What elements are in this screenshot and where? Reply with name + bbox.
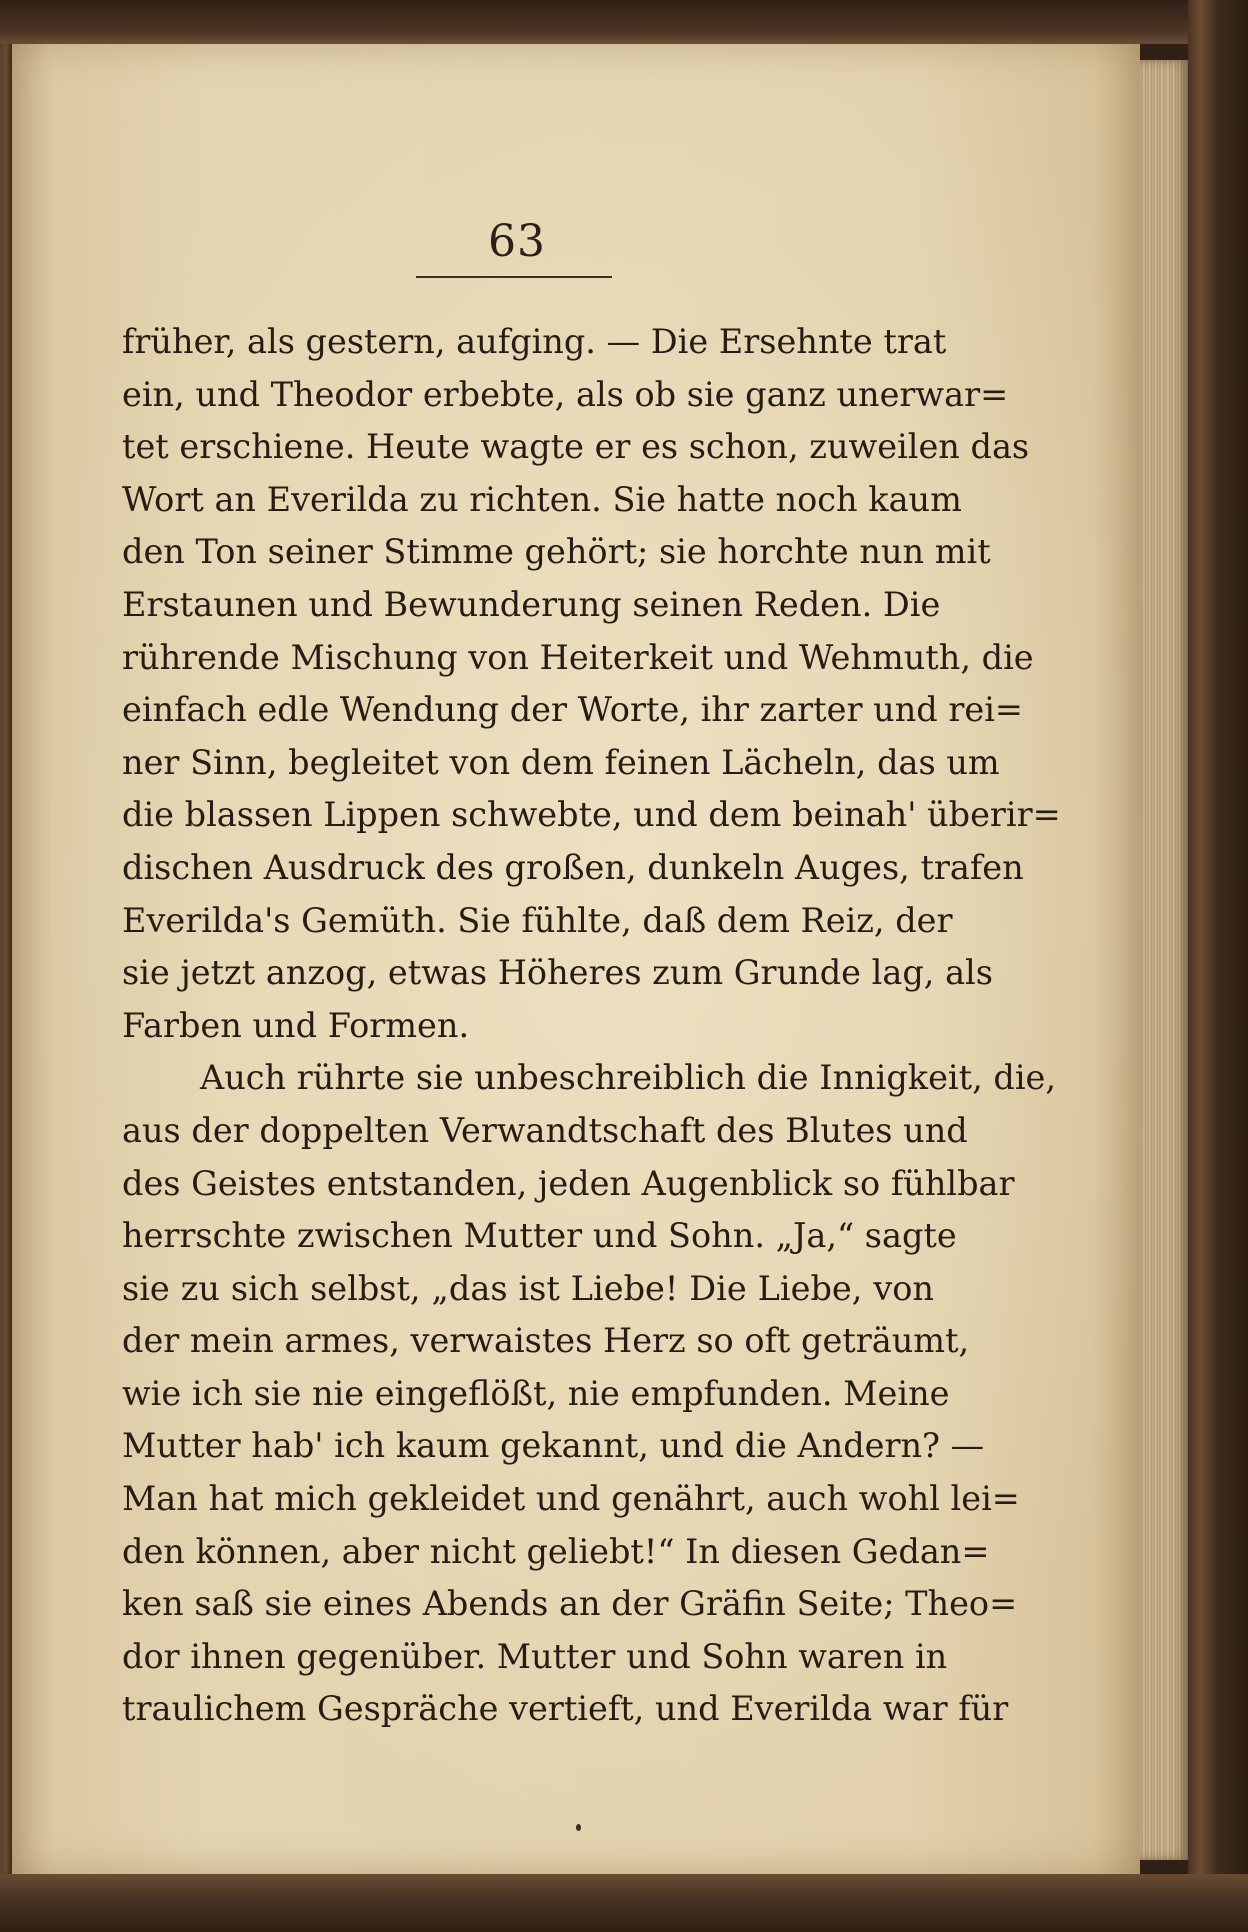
scan-background-top [0, 0, 1248, 44]
text-line: ein, und Theodor erbebte, als ob sie ganz unerwar= [122, 374, 1009, 414]
text-line: traulichem Gespräche vertieft, und Everilda war für [122, 1689, 1009, 1729]
text-line: ner Sinn, begleitet von dem feinen Lächeln, das um [122, 742, 1000, 782]
ink-spot [576, 1824, 581, 1831]
text-line: sie jetzt anzog, etwas Höheres zum Grunde lag, als [122, 953, 993, 993]
text-line: der mein armes, verwaistes Herz so oft geträumt, [122, 1321, 970, 1361]
text-line: sie zu sich selbst, „das ist Liebe! Die Liebe, von [122, 1268, 934, 1308]
text-line: rührende Mischung von Heiterkeit und Wehmuth, die [122, 637, 1034, 677]
page-edges [1140, 60, 1188, 1860]
body-text [122, 316, 1061, 1736]
text-line: die blassen Lippen schwebte, und dem beinah' überir= [122, 795, 1061, 835]
header-rule [416, 276, 612, 278]
text-line: herrschte zwischen Mutter und Sohn. „Ja,“ sagte [122, 1216, 957, 1256]
text-line: Everilda's Gemüth. Sie fühlte, daß dem Reiz, der [122, 900, 953, 940]
text-line: früher, als gestern, aufging. — Die Ersehnte trat [122, 322, 947, 361]
text-line: den können, aber nicht geliebt!“ In diesen Gedan= [122, 1531, 990, 1571]
scan-background-bottom [0, 1874, 1248, 1932]
text-line: dor ihnen gegenüber. Mutter und Sohn waren in [122, 1636, 948, 1676]
text-line: Erstaunen und Bewunderung seinen Reden. Die [122, 584, 941, 624]
book-page [12, 44, 1140, 1874]
text-line: Auch rührte sie unbeschreiblich die Innigkeit, die, [200, 1058, 1057, 1098]
book-cover-edge [1188, 0, 1248, 1932]
text-line: einfach edle Wendung der Worte, ihr zarter und rei= [122, 690, 1023, 730]
text-line: ken saß sie eines Abends an der Gräfin Seite; Theo= [122, 1584, 1018, 1624]
text-line: Farben und Formen. [122, 1005, 470, 1045]
text-line: aus der doppelten Verwandtschaft des Blutes und [122, 1110, 968, 1150]
text-line: dischen Ausdruck des großen, dunkeln Auges, trafen [122, 847, 1024, 887]
text-line: Mutter hab' ich kaum gekannt, und die Andern? — [122, 1426, 985, 1466]
text-line: Man hat mich gekleidet und genährt, auch wohl lei= [122, 1479, 1020, 1519]
text-line: tet erschiene. Heute wagte er es schon, zuweilen das [122, 427, 1030, 467]
text-line: den Ton seiner Stimme gehört; sie horchte nun mit [122, 532, 991, 572]
page-number: 63 [488, 216, 546, 267]
text-line: des Geistes entstanden, jeden Augenblick so fühlbar [122, 1163, 1015, 1203]
text-line: Wort an Everilda zu richten. Sie hatte noch kaum [122, 479, 962, 519]
text-line: wie ich sie nie eingeflößt, nie empfunden. Meine [122, 1373, 950, 1413]
